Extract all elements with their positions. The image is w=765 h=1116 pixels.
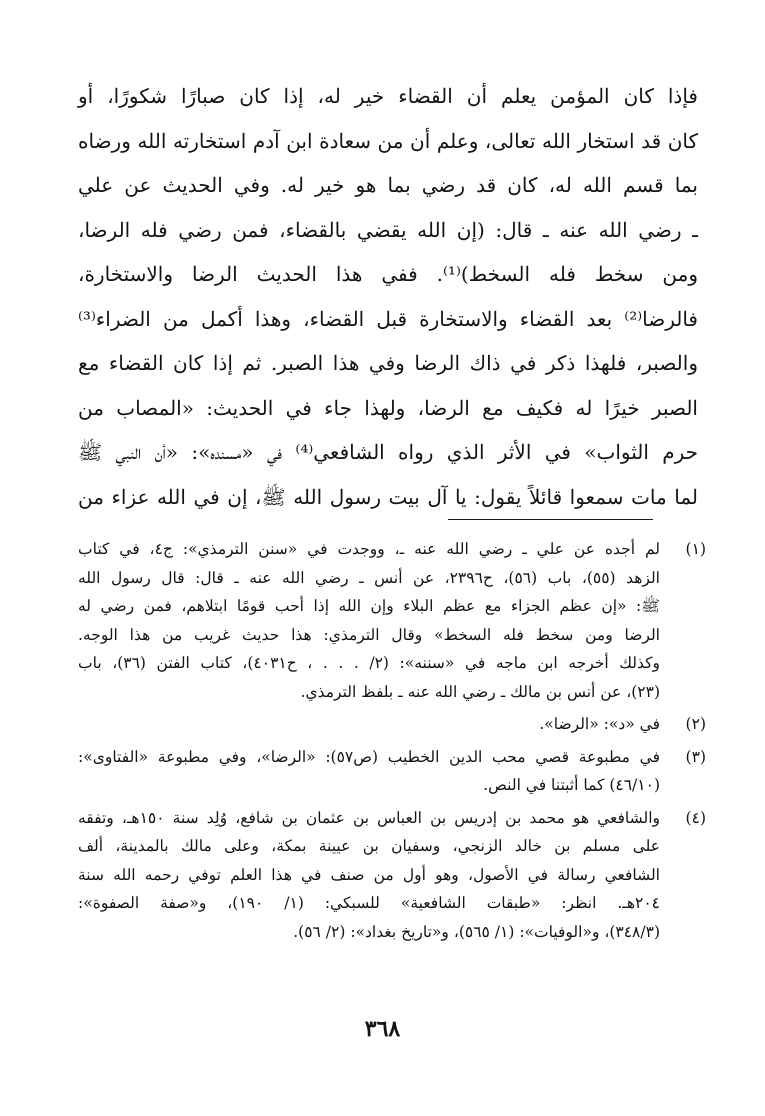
footnote-text bbox=[78, 710, 660, 739]
footnote-line: ٢٠٤هـ. انظر: «طبقات الشافعية» للسبكي: (١/ ١٩٠)، و«صفة الصفوة»: bbox=[78, 894, 660, 912]
main-text-line: لما مات سمعوا قائلاً يقول: يا آل بيت رسول الله ﷺ، إن في الله عزاء من bbox=[78, 484, 698, 509]
footnote-text bbox=[78, 804, 660, 947]
main-text-line: حرم الثواب» في الأثر الذي رواه الشافعي⁽⁴⁾ في «مسنده»: «أن النبي ﷺ bbox=[78, 440, 698, 464]
footnote-line: (٢٣)، عن أنس بن مالك ـ رضي الله عنه ـ بلفظ الترمذي. bbox=[300, 682, 660, 701]
footnote-line: الرضا ومن سخط فله السخط» وقال الترمذي: هذا حديث غريب من هذا الوجه. bbox=[78, 625, 660, 644]
footnote-line: لم أجده عن علي ـ رضي الله عنه ـ، ووجدت في «سنن الترمذي»: ج٤، في كتاب bbox=[78, 540, 660, 558]
footnote-text bbox=[78, 535, 660, 706]
footnote-line: في مطبوعة قصي محب الدين الخطيب (ص٥٧): «الرضا»، وفي مطبوعة «الفتاوى»: bbox=[78, 747, 660, 766]
footnote-line: (٣٤٨/٣)، و«الوفيات»: (١/ ٥٦٥)، و«تاريخ بغداد»: (٢/ ٥٦). bbox=[293, 922, 660, 941]
main-text-line: بما قسم الله له، كان قد رضي بما هو خير له. وفي الحديث عن علي bbox=[78, 173, 698, 197]
main-text-body bbox=[78, 74, 698, 519]
footnote-number: (٤) bbox=[685, 808, 706, 827]
footnote-2 bbox=[78, 710, 706, 739]
footnote-line: والشافعي هو محمد بن إدريس بن العباس بن عثمان بن شافع، وُلِد سنة ١٥٠هـ، وتفقه bbox=[78, 808, 660, 827]
footnote-text bbox=[78, 743, 660, 800]
footnote-1 bbox=[78, 535, 706, 706]
main-text-line: فالرضا⁽²⁾ بعد القضاء والاستخارة قبل القضاء، وهذا أكمل من الضراء⁽³⁾ bbox=[78, 306, 698, 331]
footnote-line: على مسلم بن خالد الزنجي، وسفيان بن عيينة بمكة، وعلى مالك بالمدينة، ألف bbox=[78, 837, 660, 855]
footnote-3 bbox=[78, 743, 706, 800]
main-text-line: ـ رضي الله عنه ـ قال: (إن الله يقضي بالقضاء، فمن رضي فله الرضا، bbox=[78, 217, 698, 242]
footnote-line: (٤٦/١٠) كما أثبتنا في النص. bbox=[483, 776, 660, 794]
main-text-line: كان قد استخار الله تعالى، وعلم أن من سعادة ابن آدم استخارته الله ورضاه bbox=[78, 128, 698, 153]
footnote-line: وكذلك أخرجه ابن ماجه في «سننه»: (٢/ . . . ، ح٤٠٣١)، كتاب الفتن (٣٦)، باب bbox=[78, 654, 660, 672]
footnote-line: ﷺ: «إن عظم الجزاء مع عظم البلاء وإن الله إذا أحب قومًا ابتلاهم، فمن رضي له bbox=[78, 597, 660, 615]
footnote-line: الشافعي رسالة في الأصول، وهو أول من صنف في هذا العلم توفي رحمه الله سنة bbox=[78, 865, 660, 884]
footnote-number: (١) bbox=[685, 540, 706, 558]
main-text-line: ومن سخط فله السخط)⁽¹⁾. ففي هذا الحديث الرضا والاستخارة، bbox=[78, 262, 699, 286]
page-number: ٣٦٨ bbox=[364, 1016, 401, 1042]
main-text-line: فإذا كان المؤمن يعلم أن القضاء خير له، إذا كان صبارًا شكورًا، أو bbox=[78, 84, 698, 108]
footnote-number: (٣) bbox=[685, 747, 706, 766]
footnote-4 bbox=[78, 804, 706, 947]
main-text-line: الصبر خيرًا له فكيف مع الرضا، ولهذا جاء في الحديث: «المصاب من bbox=[78, 395, 698, 420]
footnote-divider bbox=[448, 519, 653, 520]
footnote-line: الزهد (٥٥)، باب (٥٦)، ح٢٣٩٦، عن أنس ـ رضي الله عنه ـ قال: قال رسول الله bbox=[78, 568, 660, 587]
main-text-line: والصبر، فلهذا ذكر في ذاك الرضا وفي هذا الصبر. ثم إذا كان القضاء مع bbox=[78, 351, 698, 375]
footnote-number: (٢) bbox=[685, 715, 706, 733]
footnote-line: في «د»: «الرضا». bbox=[539, 715, 660, 733]
footnotes-section bbox=[78, 535, 706, 950]
